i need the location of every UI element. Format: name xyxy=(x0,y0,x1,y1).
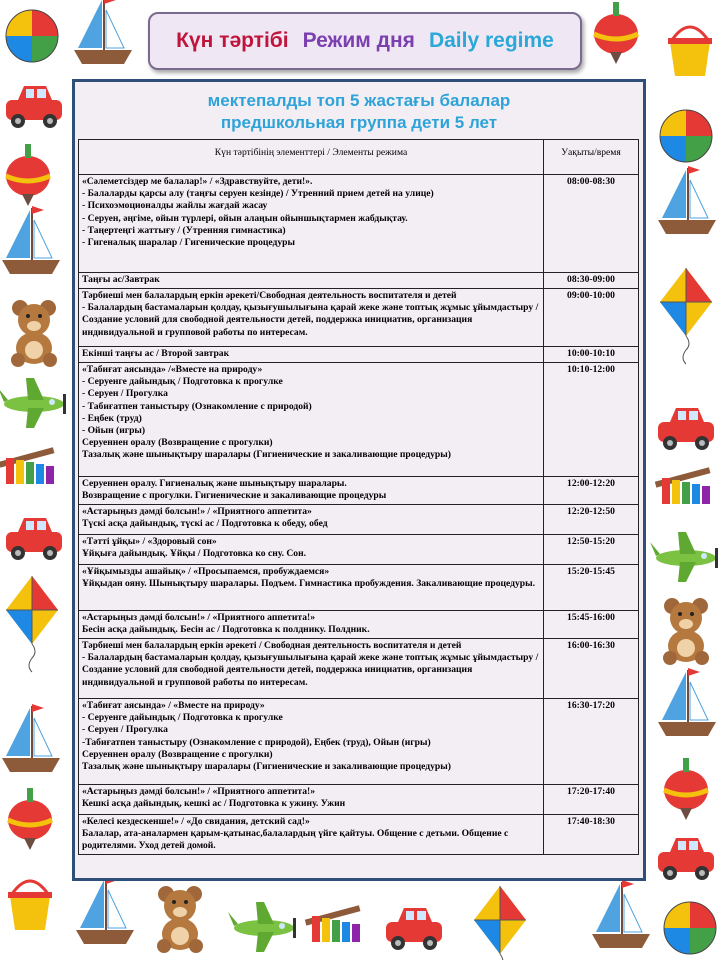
activity-line: - Гигеналық шаралар / Гигенические процедуры xyxy=(82,237,296,249)
activity-cell xyxy=(79,785,544,815)
activity-line: «Астарыңыз дәмді болсын!» / «Приятного аппетита!» xyxy=(82,612,315,623)
group-subtitle xyxy=(75,90,643,134)
activity-line: «Тәтті ұйқы» / «Здоровый сон» xyxy=(82,536,217,547)
activity-cell xyxy=(79,175,544,273)
activity-line: - Психоэмоционалды жайлы жағдай жасау xyxy=(82,200,268,212)
time-cell: 17:40-18:30 xyxy=(544,815,639,855)
time-cell: 08:00-08:30 xyxy=(544,175,639,273)
activity-cell xyxy=(79,505,544,535)
table-row xyxy=(79,611,639,639)
activity-line: - Балалардың бастамаларын қолдау, қызығушылығына қарай жеке және топтық жұмыс ұйымдастыру / Создание условий для свободной деятельности детей, поддержка инициатив, организация индивидуальной и групповой работы по интересам. xyxy=(82,302,539,338)
activity-line: -Табиғатпен таныстыру (Ознакомление с природой), Еңбек (труд), Ойын (игры) xyxy=(82,736,431,748)
title-russian: Режим дня xyxy=(302,29,415,52)
table-row xyxy=(79,273,639,289)
activity-line: Түскі асқа дайындық, түскі ас / Подготовка к обеду, обед xyxy=(82,518,328,530)
activity-line: Возвращение с прогулки. Гигиенические и закаливающие процедуры xyxy=(82,490,387,502)
column-header-time: Уақыты/время xyxy=(544,140,639,175)
activity-line: «Астарыңыз дәмді болсын!» / «Приятного аппетита!» xyxy=(82,786,315,797)
activity-line: Тәрбиеші мен балалардың еркін әрекеті / Свободная деятельность воспитателя и детей xyxy=(82,640,462,651)
title-english: Daily regime xyxy=(428,29,554,52)
time-cell: 09:00-10:00 xyxy=(544,289,639,347)
activity-line: «Табиғат аясында» / «Вместе на природу» xyxy=(82,700,265,711)
activity-line: - Серуен, әңгіме, ойын түрлері, ойын алаңын ойыншықтармен жабдықтау. xyxy=(82,212,408,224)
activity-line: - Серуен / Прогулка xyxy=(82,388,168,400)
activity-line: Серуеннен оралу. Гигиеналық және шынықтыру шаралары. xyxy=(82,478,347,489)
activity-line: - Серуен / Прогулка xyxy=(82,724,168,736)
table-row xyxy=(79,815,639,855)
activity-line: Тәрбиеші мен балалардың еркін әрекеті/Свободная деятельность воспитателя и детей xyxy=(82,290,457,301)
time-cell: 15:20-15:45 xyxy=(544,565,639,611)
activity-cell xyxy=(79,815,544,855)
activity-cell xyxy=(79,289,544,347)
activity-line: - Серуенге дайындық / Подготовка к прогулке xyxy=(82,376,283,388)
time-cell: 10:10-12:00 xyxy=(544,363,639,477)
activity-line: «Астарыңыз дәмді болсын!» / «Приятного аппетита» xyxy=(82,506,312,517)
table-row xyxy=(79,699,639,785)
table-row xyxy=(79,347,639,363)
activity-line: Серуеннен оралу (Возвращение с прогулки) xyxy=(82,437,273,449)
time-cell: 10:00-10:10 xyxy=(544,347,639,363)
time-cell: 12:50-15:20 xyxy=(544,535,639,565)
activity-cell xyxy=(79,611,544,639)
activity-line: Серуеннен оралу (Возвращение с прогулки) xyxy=(82,748,273,760)
activity-cell xyxy=(79,477,544,505)
activity-cell xyxy=(79,565,544,611)
activity-line: «Табиғат аясында» /«Вместе на природу» xyxy=(82,364,263,375)
activity-line: - Еңбек (труд) xyxy=(82,412,142,424)
time-cell: 12:20-12:50 xyxy=(544,505,639,535)
activity-cell xyxy=(79,273,544,289)
activity-line: Екінші таңғы ас / Второй завтрак xyxy=(82,348,230,359)
schedule-table xyxy=(78,139,639,855)
activity-line: Тазалық және шынықтыру шаралары (Гигиенические и закаливающие процедуры) xyxy=(82,761,451,773)
table-row xyxy=(79,289,639,347)
activity-line: Ұйқыдан ояну. Шынықтыру шаралары. Подъем. Гимнастика пробуждения. Закаливающие процедуры. xyxy=(82,578,536,590)
subtitle-kazakh: мектепалды топ 5 жастағы балалар xyxy=(207,91,511,110)
table-row xyxy=(79,505,639,535)
table-row xyxy=(79,175,639,273)
title-kazakh: Күн тәртібі xyxy=(176,29,289,52)
schedule-panel xyxy=(72,79,646,881)
table-row xyxy=(79,477,639,505)
activity-line: Бесін асқа дайындық. Бесін ас / Подготовка к полднику. Полдник. xyxy=(82,624,370,636)
activity-line: Ұйқыға дайындық. Ұйқы / Подготовка ко сну. Сон. xyxy=(82,548,307,560)
activity-line: Кешкі асқа дайындық, кешкі ас / Подготовка к ужину. Ужин xyxy=(82,798,346,810)
table-row xyxy=(79,363,639,477)
activity-cell xyxy=(79,639,544,699)
activity-line: - Табиғатпен таныстыру (Ознакомление с природой) xyxy=(82,400,312,412)
time-cell: 12:00-12:20 xyxy=(544,477,639,505)
table-row xyxy=(79,565,639,611)
column-header-activity: Күн тәртібінің элементтері / Элементы режима xyxy=(79,140,544,175)
time-cell: 16:00-16:30 xyxy=(544,639,639,699)
table-row xyxy=(79,785,639,815)
schedule-rows xyxy=(79,175,639,855)
activity-cell xyxy=(79,699,544,785)
activity-line: «Келесі кездескенше!» / «До свидания, детский сад!» xyxy=(82,816,310,827)
activity-line: Тазалық және шынықтыру шаралары (Гигиенические и закаливающие процедуры) xyxy=(82,449,451,461)
table-row xyxy=(79,639,639,699)
time-cell: 08:30-09:00 xyxy=(544,273,639,289)
time-cell: 15:45-16:00 xyxy=(544,611,639,639)
activity-line: - Ойын (игры) xyxy=(82,425,146,437)
activity-line: - Балаларды қарсы алу (таңғы серуен кезінде) / Утренний прием детей на улице) xyxy=(82,188,434,200)
activity-cell xyxy=(79,347,544,363)
table-row xyxy=(79,535,639,565)
time-cell: 17:20-17:40 xyxy=(544,785,639,815)
time-cell: 16:30-17:20 xyxy=(544,699,639,785)
activity-line: - Таңертеңгі жаттығу / (Утренняя гимнастика) xyxy=(82,224,286,236)
table-header-row xyxy=(79,140,639,175)
activity-line: Таңғы ас/Завтрак xyxy=(82,274,160,285)
subtitle-russian: предшкольная группа дети 5 лет xyxy=(220,113,498,132)
activity-line: «Сәлеметсіздер ме балалар!» / «Здравствуйте, дети!». xyxy=(82,176,313,187)
activity-cell xyxy=(79,535,544,565)
activity-line: - Балалардың бастамаларын қолдау, қызығушылығына қарай жеке және топтық жұмыс ұйымдастыру / Создание условий для свободной деятельности детей, поддержка инициатив, организация индивидуальной и групповой работы по интересам. xyxy=(82,652,539,688)
activity-line: Балалар, ата-аналармен қарым-қатынас,балалардың үйге қайтуы. Общение с детьми. Общение с родителями. Уход детей домой. xyxy=(82,828,509,852)
activity-line: «Ұйқымызды ашайық» / «Просыпаемся, пробуждаемся» xyxy=(82,566,330,577)
activity-cell xyxy=(79,363,544,477)
activity-line: - Серуенге дайындық / Подготовка к прогулке xyxy=(82,712,283,724)
page-title xyxy=(148,12,582,70)
